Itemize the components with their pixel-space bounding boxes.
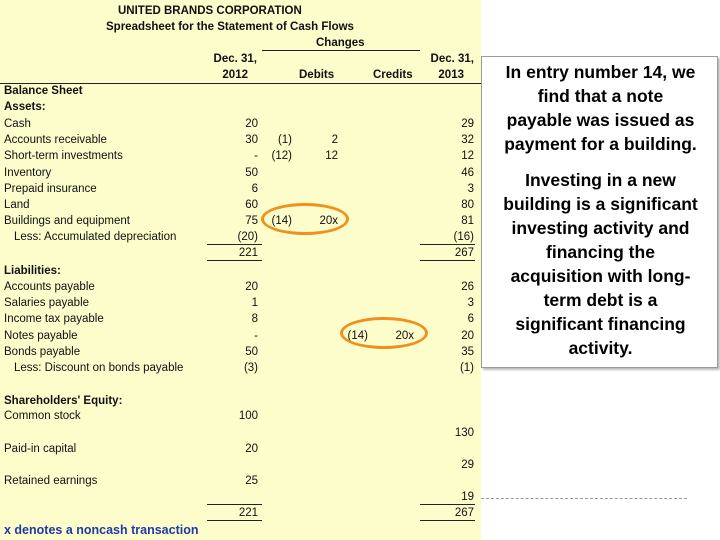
callout-line: building is a significant bbox=[503, 194, 698, 214]
liability-row-label: Salaries payable bbox=[4, 297, 90, 310]
asset-row-2012-value: 30 bbox=[245, 134, 258, 147]
retained-earnings-2013: 19 bbox=[461, 491, 474, 503]
asset-row-2013-value: 29 bbox=[461, 118, 474, 130]
paid-in-capital-2013: 29 bbox=[461, 459, 474, 471]
liability-row-label: Less: Discount on bonds payable bbox=[14, 362, 184, 374]
liability-row-label: Accounts payable bbox=[4, 281, 95, 293]
assets-heading: Assets: bbox=[4, 101, 46, 113]
le-2013-double-rule bbox=[420, 520, 475, 521]
liability-row-2013-value: 20 bbox=[461, 329, 474, 342]
paid-in-capital-2012: 20 bbox=[245, 443, 258, 455]
liability-row-label: Income tax payable bbox=[4, 313, 104, 326]
callout-line: significant financing bbox=[515, 314, 686, 334]
liability-row-credit-ref: (14) bbox=[347, 329, 368, 342]
asset-row-2013-value: 81 bbox=[461, 215, 474, 228]
col-credits-header: Credits bbox=[373, 69, 413, 81]
assets-2013-total-rule bbox=[420, 244, 475, 245]
asset-row-debit-ref: (1) bbox=[277, 134, 292, 147]
total-assets-2013: 267 bbox=[454, 247, 474, 259]
liability-row-2012-value: 50 bbox=[245, 345, 258, 358]
asset-row-2013-value: 80 bbox=[461, 199, 474, 211]
asset-row-debit-ref: (14) bbox=[271, 215, 292, 228]
common-stock-2012: 100 bbox=[238, 410, 258, 422]
explanation-callout bbox=[481, 56, 718, 368]
noncash-footnote: x denotes a noncash transaction bbox=[4, 523, 199, 537]
le-2012-total-rule bbox=[207, 504, 262, 505]
assets-2012-total-rule bbox=[207, 244, 262, 245]
callout-line: payment for a building. bbox=[504, 134, 697, 154]
liability-row-2013-value: 26 bbox=[461, 281, 474, 293]
liability-row-credit-amount: 20x bbox=[395, 329, 414, 342]
col-2013-header-line2: 2013 bbox=[438, 69, 464, 81]
asset-row-2012-value: 20 bbox=[245, 118, 258, 130]
liability-row-2012-value: 8 bbox=[251, 313, 258, 326]
total-le-2013: 267 bbox=[454, 507, 474, 519]
asset-row-2013-value: 32 bbox=[461, 134, 474, 147]
asset-row-2012-value: - bbox=[254, 150, 258, 163]
changes-underline bbox=[262, 50, 420, 51]
asset-row-2012-value: (20) bbox=[237, 231, 258, 244]
total-le-2012: 221 bbox=[238, 507, 258, 519]
common-stock-2013: 130 bbox=[454, 427, 474, 439]
col-2012-header-line2: 2012 bbox=[222, 69, 248, 81]
callout-line: find that a note bbox=[537, 86, 664, 106]
liability-row-2012-value: - bbox=[254, 329, 258, 342]
callout-line: acquisition with long- bbox=[510, 266, 691, 286]
asset-row-label: Short-term investments bbox=[4, 150, 123, 163]
asset-row-label: Buildings and equipment bbox=[4, 215, 130, 228]
common-stock-label: Common stock bbox=[4, 410, 81, 422]
asset-row-2012-value: 60 bbox=[245, 199, 258, 211]
asset-row-2013-value: 12 bbox=[461, 150, 474, 163]
asset-row-label: Prepaid insurance bbox=[4, 182, 97, 195]
liability-row-2012-value: 20 bbox=[245, 281, 258, 293]
callout-line: In entry number 14, we bbox=[505, 62, 696, 82]
liability-row-label: Notes payable bbox=[4, 329, 78, 342]
callout-line: activity. bbox=[568, 338, 633, 358]
col-2012-header-line1: Dec. 31, bbox=[213, 53, 257, 65]
asset-row-2013-value: 46 bbox=[461, 166, 474, 179]
asset-row-label: Land bbox=[4, 199, 30, 211]
callout-line: financing the bbox=[546, 242, 655, 262]
le-2012-double-rule bbox=[207, 520, 262, 521]
asset-row-2012-value: 75 bbox=[245, 215, 258, 228]
retained-earnings-label: Retained earnings bbox=[4, 475, 98, 487]
asset-row-debit-ref: (12) bbox=[271, 150, 292, 163]
callout-line: investing activity and bbox=[511, 218, 690, 238]
col-debits-header: Debits bbox=[299, 69, 335, 81]
asset-row-debit-amount: 12 bbox=[325, 150, 338, 163]
asset-row-debit-amount: 2 bbox=[331, 134, 338, 147]
liability-row-2012-value: 1 bbox=[251, 297, 258, 310]
equity-heading: Shareholders' Equity: bbox=[4, 395, 123, 407]
paid-in-capital-label: Paid-in capital bbox=[4, 443, 77, 455]
asset-row-2013-value: (16) bbox=[453, 231, 474, 244]
asset-row-2012-value: 50 bbox=[245, 166, 258, 179]
le-2013-total-rule bbox=[420, 504, 475, 505]
asset-row-2013-value: 3 bbox=[467, 182, 474, 195]
assets-2013-double-rule bbox=[420, 260, 475, 261]
callout-line: Investing in a new bbox=[525, 170, 676, 190]
liabilities-heading: Liabilities: bbox=[4, 265, 61, 277]
balance-sheet-heading: Balance Sheet bbox=[4, 85, 83, 97]
asset-row-label: Less: Accumulated depreciation bbox=[14, 231, 177, 244]
liability-row-2013-value: 6 bbox=[467, 313, 474, 326]
spreadsheet-title: Spreadsheet for the Statement of Cash Flows bbox=[106, 21, 354, 33]
callout-line: term debt is a bbox=[543, 290, 658, 310]
liability-row-2013-value: 35 bbox=[461, 345, 474, 358]
liability-row-2013-value: (1) bbox=[459, 362, 474, 374]
asset-row-label: Cash bbox=[4, 118, 31, 130]
total-assets-2012: 221 bbox=[238, 247, 258, 259]
highlight-oval-notes-credit bbox=[340, 317, 428, 349]
liability-row-2012-value: (3) bbox=[243, 362, 258, 374]
highlight-oval-building-debit bbox=[261, 203, 349, 235]
liability-row-label: Bonds payable bbox=[4, 345, 81, 358]
assets-2012-double-rule bbox=[207, 260, 262, 261]
changes-header: Changes bbox=[316, 37, 365, 49]
asset-row-label: Accounts receivable bbox=[4, 134, 107, 147]
col-2013-header-line1: Dec. 31, bbox=[430, 53, 474, 65]
asset-row-debit-amount: 20x bbox=[319, 215, 338, 228]
asset-row-label: Inventory bbox=[4, 166, 52, 179]
retained-earnings-2012: 25 bbox=[245, 475, 258, 487]
asset-row-2012-value: 6 bbox=[251, 182, 258, 195]
liability-row-2013-value: 3 bbox=[467, 297, 474, 310]
company-name: UNITED BRANDS CORPORATION bbox=[118, 5, 302, 17]
dashed-divider bbox=[481, 498, 687, 499]
callout-line: payable was issued as bbox=[506, 110, 695, 130]
